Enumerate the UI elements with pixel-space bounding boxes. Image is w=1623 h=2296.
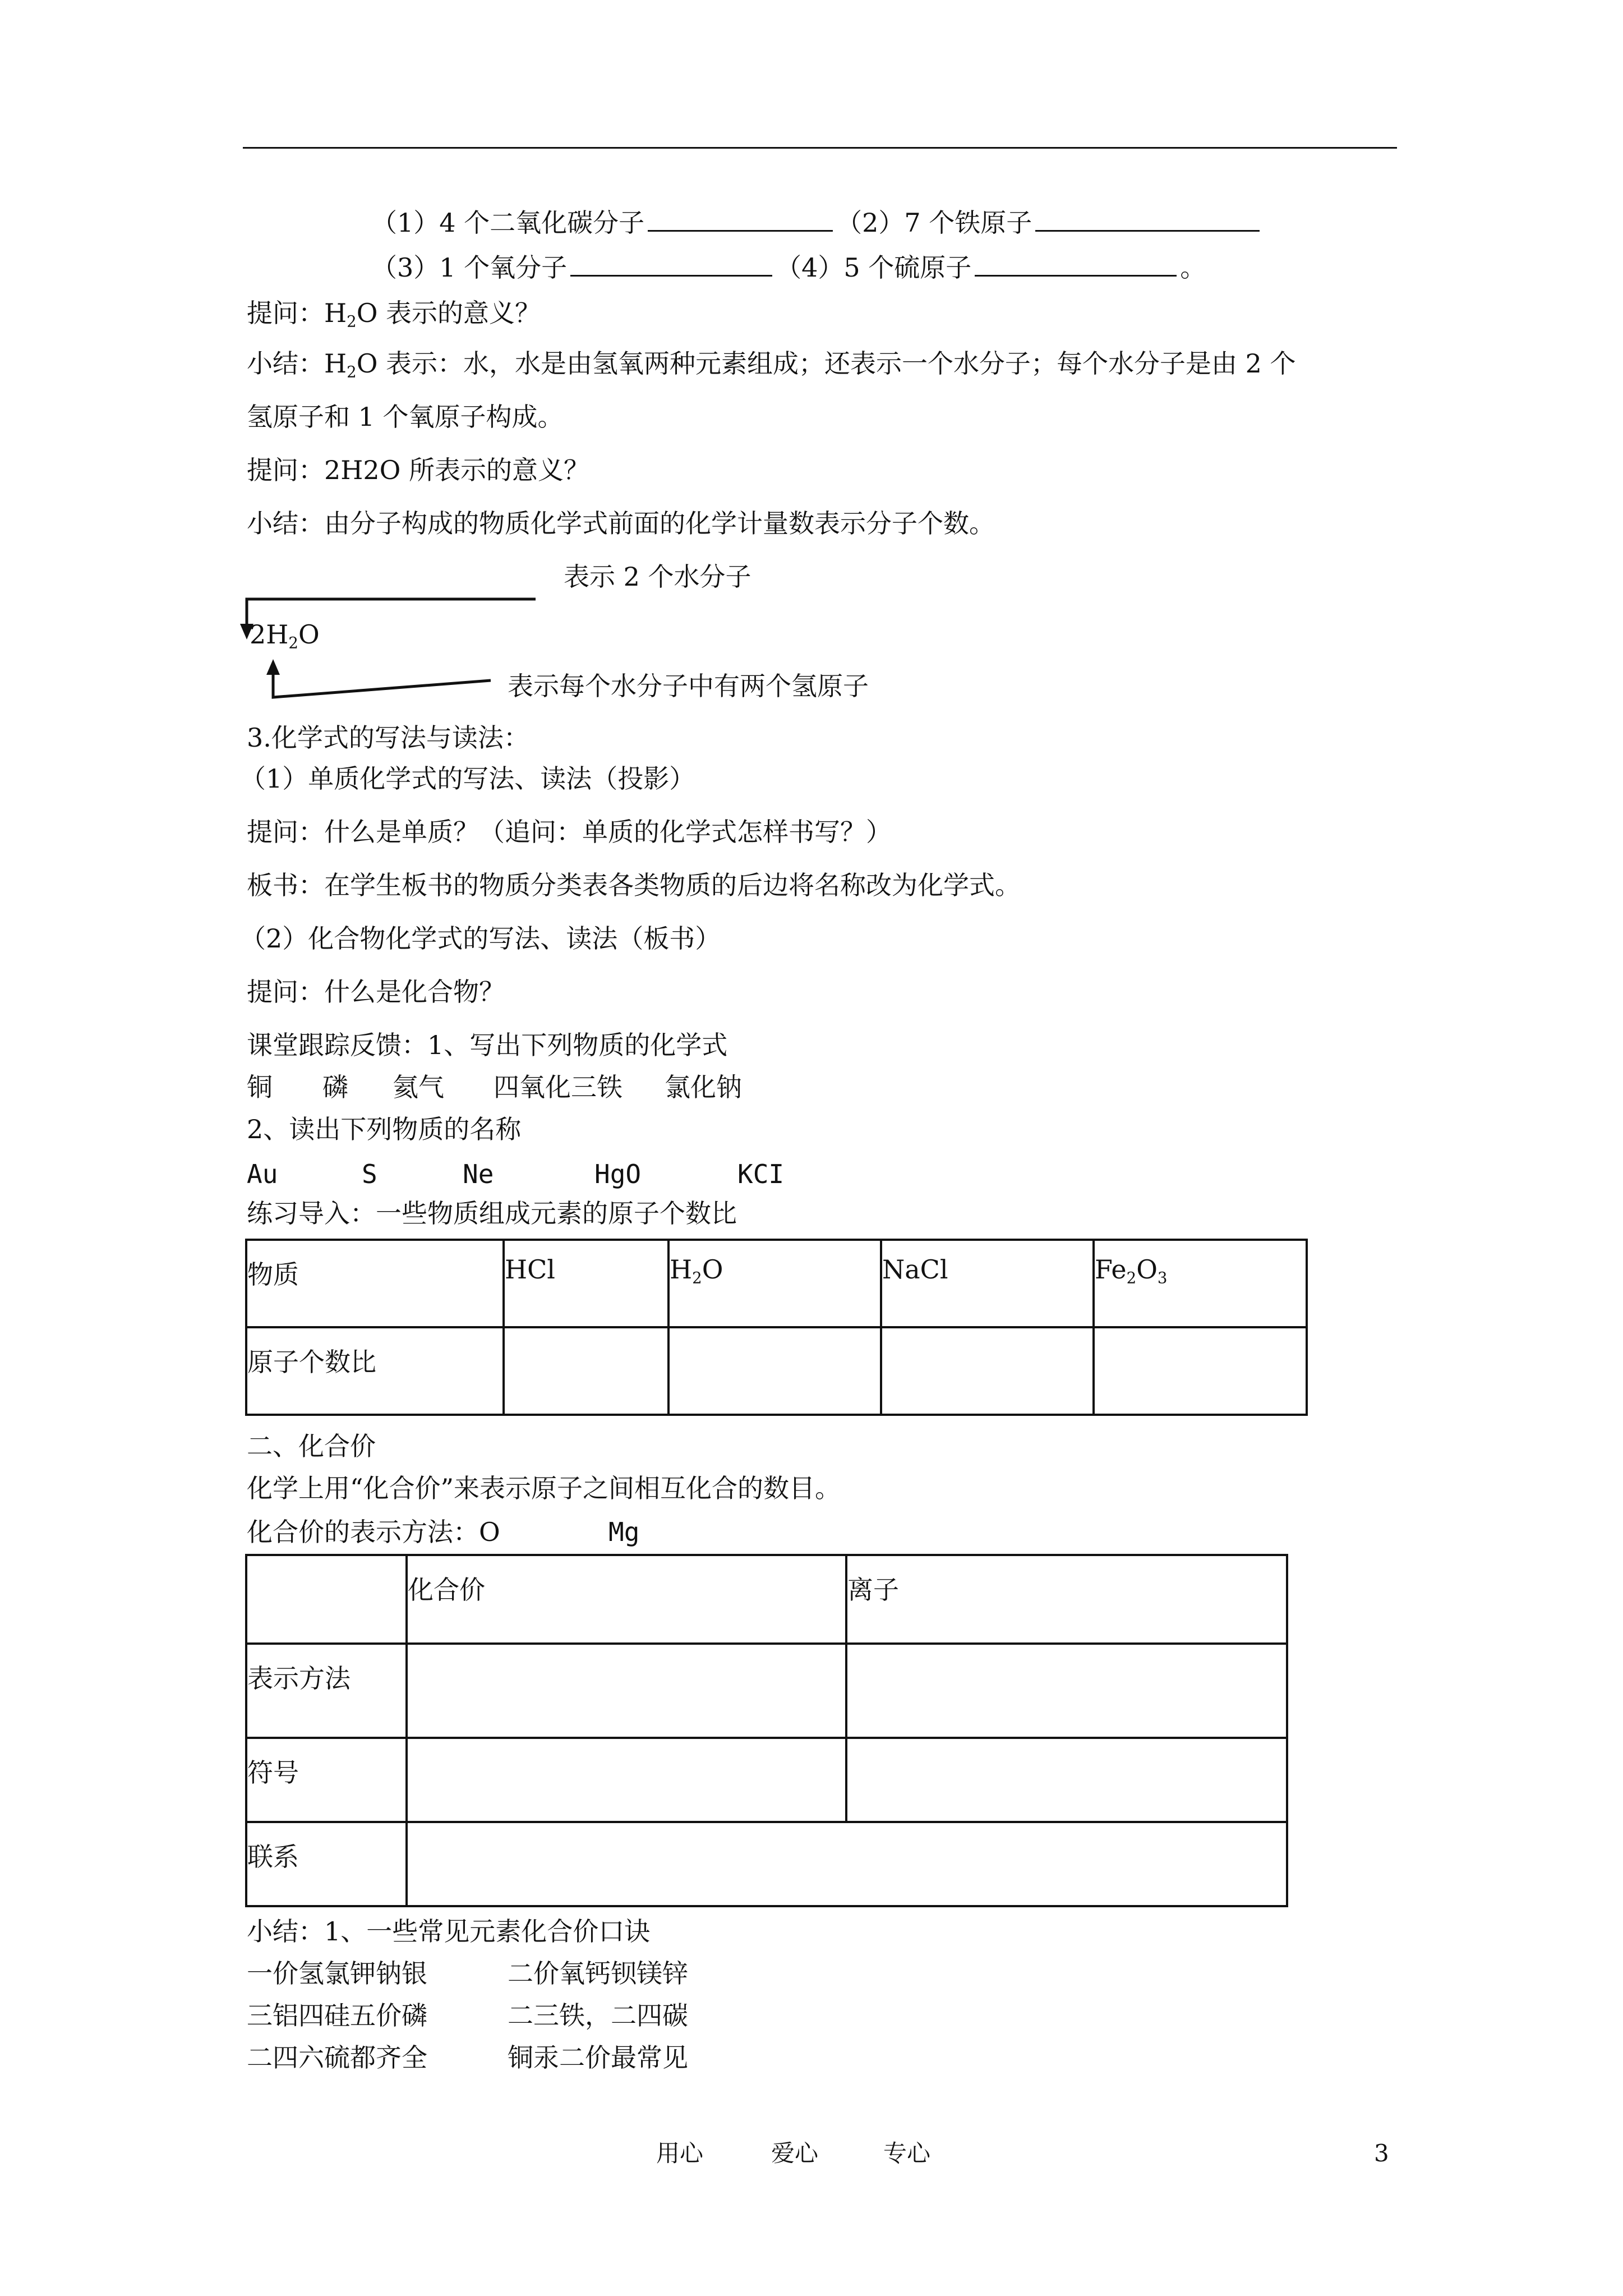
- table-cell-corner: [246, 1555, 407, 1644]
- table-cell-ratio-label: [246, 1327, 504, 1415]
- cell-text: NaCl: [882, 1254, 948, 1285]
- question-element: 提问：什么是单质？（追问：单质的化学式怎样书写？）: [247, 817, 892, 847]
- table-cell-col-valence: [407, 1555, 846, 1644]
- summary-title: 小结：1、一些常见元素化合价口诀: [247, 1916, 651, 1947]
- text: 提问：H: [247, 298, 347, 328]
- summary-coefficient: 小结：由分子构成的物质化学式前面的化学计量数表示分子个数。: [247, 508, 995, 539]
- substance-2: 磷: [322, 1072, 348, 1102]
- arrow-subscript: [273, 673, 491, 697]
- exercise-q4: （4）5 个硫原子: [776, 252, 972, 283]
- table-cell-empty[interactable]: [1094, 1327, 1307, 1415]
- cell-text: H: [670, 1254, 693, 1285]
- question-2h2o: 提问：2H2O 所表示的意义？: [247, 455, 589, 485]
- cell-text: 物质: [247, 1259, 299, 1290]
- footer-motto-1: 用心: [656, 2139, 704, 2167]
- read-item-1: Au: [247, 1159, 278, 1189]
- table-cell-empty[interactable]: [504, 1327, 668, 1415]
- table-row: [246, 1738, 1287, 1822]
- practice-title: 练习导入：一些物质组成元素的原子个数比: [247, 1198, 737, 1228]
- table-row: [246, 1555, 1287, 1644]
- table-cell-fe2o3: [1094, 1240, 1307, 1327]
- valence-ion-table: [245, 1554, 1288, 1907]
- subscript: 2: [692, 1268, 702, 1287]
- valence-definition: 化学上用“化合价”来表示原子之间相互化合的数目。: [247, 1473, 841, 1503]
- table-row: [246, 1240, 1307, 1327]
- substance-3: 氦气: [393, 1072, 444, 1102]
- valence-title: 二、化合价: [247, 1431, 376, 1461]
- table-cell-row-relation: [246, 1822, 407, 1906]
- cell-text: 联系: [247, 1842, 299, 1872]
- table-cell-empty[interactable]: [668, 1327, 881, 1415]
- arrow-subscript-head: [266, 659, 280, 675]
- rhyme-1a: 一价氢氯钾钠银: [247, 1958, 427, 1989]
- exercise-q3: （3）1 个氧分子: [371, 252, 568, 283]
- read-item-3: Ne: [463, 1159, 494, 1189]
- text: 小结：H: [247, 348, 347, 379]
- label-hydrogen-atoms: 表示每个水分子中有两个氢原子: [508, 671, 869, 701]
- exercise-q2: （2）7 个铁原子: [836, 208, 1032, 238]
- feedback-title: 课堂跟踪反馈：1、写出下列物质的化学式: [247, 1030, 728, 1060]
- atom-ratio-table: [245, 1239, 1308, 1416]
- table-cell-h2o: [668, 1240, 881, 1327]
- rhyme-1b: 二价氧钙钡镁锌: [508, 1958, 688, 1989]
- section-3-title: 3.化学式的写法与读法：: [247, 723, 529, 753]
- subsection-2: （2）化合物化学式的写法、读法（板书）: [240, 923, 721, 954]
- rhyme-3b: 铜汞二价最常见: [508, 2042, 688, 2073]
- board-note: 板书：在学生板书的物质分类表各类物质的后边将名称改为化学式。: [247, 870, 1021, 900]
- table-row: [246, 1822, 1287, 1906]
- cell-text: 符号: [247, 1757, 299, 1788]
- substance-1: 铜: [247, 1072, 273, 1102]
- question-compound: 提问：什么是化合物？: [247, 977, 505, 1007]
- table-cell-col-ion: [846, 1555, 1287, 1644]
- valence-method-mg: Mg: [608, 1517, 640, 1547]
- cell-text: O: [702, 1254, 723, 1285]
- table-row: [246, 1327, 1307, 1415]
- page-number: 3: [1374, 2139, 1389, 2167]
- text: 2H: [250, 619, 289, 650]
- summary-h2o-line2: 氢原子和 1 个氧原子构成。: [247, 402, 564, 432]
- table-cell-row-method: [246, 1644, 407, 1738]
- read-item-4: HgO: [594, 1159, 642, 1189]
- table-cell-empty[interactable]: [846, 1644, 1287, 1738]
- subscript: 3: [1157, 1268, 1168, 1287]
- rhyme-3a: 二四六硫都齐全: [247, 2042, 427, 2073]
- text: O 表示的意义？: [356, 298, 541, 328]
- subscript: 2: [347, 312, 357, 331]
- table-cell-hcl: [504, 1240, 668, 1327]
- substance-5: 氯化钠: [665, 1072, 742, 1102]
- table-cell-nacl: [881, 1240, 1094, 1327]
- table-cell-empty[interactable]: [407, 1822, 1287, 1906]
- table-row: [246, 1644, 1287, 1738]
- exercise-q1: （1）4 个二氧化碳分子: [371, 208, 645, 238]
- table-cell-empty[interactable]: [881, 1327, 1094, 1415]
- table-cell-row-symbol: [246, 1738, 407, 1822]
- subscript: 2: [347, 362, 357, 381]
- cell-text: HCl: [505, 1254, 556, 1285]
- cell-text: Fe: [1095, 1254, 1127, 1285]
- rhyme-2b: 二三铁，二四碳: [508, 2000, 688, 2031]
- cell-text: 原子个数比: [247, 1347, 376, 1377]
- substance-4: 四氧化三铁: [494, 1072, 623, 1102]
- table-cell-empty[interactable]: [407, 1644, 846, 1738]
- cell-text: 离子: [847, 1575, 899, 1605]
- footer-motto-2: 爱心: [771, 2139, 819, 2167]
- text: O 表示：水，水是由氢氧两种元素组成；还表示一个水分子；每个水分子是由 2 个: [356, 348, 1296, 379]
- subscript: 2: [1126, 1268, 1137, 1287]
- footer-motto-3: 专心: [883, 2139, 931, 2167]
- read-title: 2、读出下列物质的名称: [247, 1114, 522, 1144]
- exercise-end: 。: [1180, 252, 1206, 283]
- valence-method: 化合价的表示方法：O: [247, 1517, 500, 1547]
- read-item-5: KCI: [737, 1159, 785, 1189]
- read-item-2: S: [362, 1159, 377, 1189]
- formula-2h2o: [250, 619, 320, 652]
- subscript: 2: [288, 633, 298, 652]
- table-cell-empty[interactable]: [846, 1738, 1287, 1822]
- cell-text: O: [1136, 1254, 1158, 1285]
- table-cell-empty[interactable]: [407, 1738, 846, 1822]
- cell-text: 表示方法: [247, 1663, 351, 1694]
- formula-annotation-diagram: [0, 0, 1623, 729]
- table-cell-header: [246, 1240, 504, 1327]
- cell-text: 化合价: [408, 1575, 485, 1605]
- subsection-1: （1）单质化学式的写法、读法（投影）: [240, 763, 695, 794]
- rhyme-2a: 三铝四硅五价磷: [247, 2000, 427, 2031]
- label-two-molecules: 表示 2 个水分子: [564, 562, 751, 592]
- text: O: [298, 619, 320, 650]
